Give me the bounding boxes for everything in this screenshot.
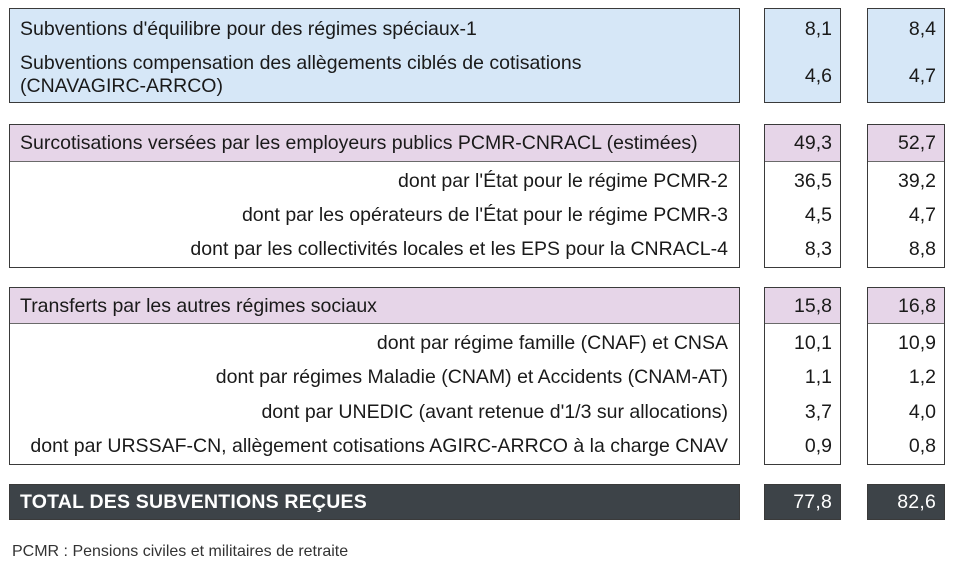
section1-row-1-v2: 8,4 (908, 18, 936, 40)
section3-row-3-v2: 4,0 (908, 401, 936, 423)
section3-col2-box (867, 287, 945, 465)
section2-row-1-v2: 39,2 (898, 170, 936, 192)
divider (868, 323, 944, 324)
section2-row-2-label: dont par les opérateurs de l'État pour le régime PCMR-3 (241, 204, 728, 226)
section2-label-box (9, 124, 740, 268)
total-label-box (9, 484, 740, 520)
divider (10, 161, 739, 162)
section1-col1-box (764, 8, 841, 103)
section2-col1-box (764, 124, 841, 268)
section1-row-1-v1: 8,1 (804, 18, 832, 40)
section3-row-1-label: dont par régime famille (CNAF) et CNSA (376, 332, 728, 354)
section2-header-v2: 52,7 (898, 132, 936, 154)
divider (868, 161, 944, 162)
section2-header-label: Surcotisations versées par les employeurs publics PCMR-CNRACL (estimées) (20, 132, 698, 154)
section3-row-2-v1: 1,1 (804, 366, 832, 388)
total-col2-box (867, 484, 945, 520)
section2-row-3-label: dont par les collectivités locales et les EPS pour la CNRACL-4 (190, 238, 728, 260)
total-label: TOTAL DES SUBVENTIONS REÇUES (20, 491, 367, 513)
section3-col1-box (764, 287, 841, 465)
divider (765, 161, 840, 162)
section3-header-label: Transferts par les autres régimes sociaux (20, 295, 377, 317)
section3-header-v1: 15,8 (794, 295, 832, 317)
section1-row-2-label: Subventions compensation des allègements ciblés de cotisations (CNAVAGIRC-ARRCO) (20, 52, 582, 97)
section2-header-v1: 49,3 (794, 132, 832, 154)
section2-row-1-label: dont par l'État pour le régime PCMR-2 (398, 170, 728, 192)
section1-row-2-v2: 4,7 (908, 65, 936, 87)
section2-row-2-v1: 4,5 (804, 204, 832, 226)
section3-row-1-v2: 10,9 (898, 332, 936, 354)
section3-row-1-v1: 10,1 (794, 332, 832, 354)
section3-row-3-v1: 3,7 (804, 401, 832, 423)
section1-row-1-label: Subventions d'équilibre pour des régimes spéciaux-1 (20, 18, 477, 40)
section3-label-box (9, 287, 740, 465)
divider (10, 323, 739, 324)
section3-row-4-v1: 0,9 (804, 435, 832, 457)
section2-row-3-v1: 8,3 (804, 238, 832, 260)
section3-row-2-v2: 1,2 (908, 366, 936, 388)
section2-row-1-v1: 36,5 (794, 170, 832, 192)
section3-header-v2: 16,8 (898, 295, 936, 317)
section2-col2-box (867, 124, 945, 268)
total-v1: 77,8 (793, 491, 832, 513)
section2-row-2-v2: 4,7 (908, 204, 936, 226)
section1-row-2-v1: 4,6 (804, 65, 832, 87)
footnote: PCMR : Pensions civiles et militaires de retraite (12, 543, 349, 560)
section3-row-4-v2: 0,8 (908, 435, 936, 457)
section3-row-3-label: dont par UNEDIC (avant retenue d'1/3 sur allocations) (261, 401, 728, 423)
section1-col2-box (867, 8, 945, 103)
total-v2: 82,6 (897, 491, 936, 513)
section1-label-box (9, 8, 740, 103)
section3-row-2-label: dont par régimes Maladie (CNAM) et Accidents (CNAM-AT) (215, 366, 728, 388)
section2-row-3-v2: 8,8 (908, 238, 936, 260)
section3-row-4-label: dont par URSSAF-CN, allègement cotisations AGIRC-ARRCO à la charge CNAV (30, 435, 728, 457)
divider (765, 323, 840, 324)
total-col1-box (764, 484, 841, 520)
